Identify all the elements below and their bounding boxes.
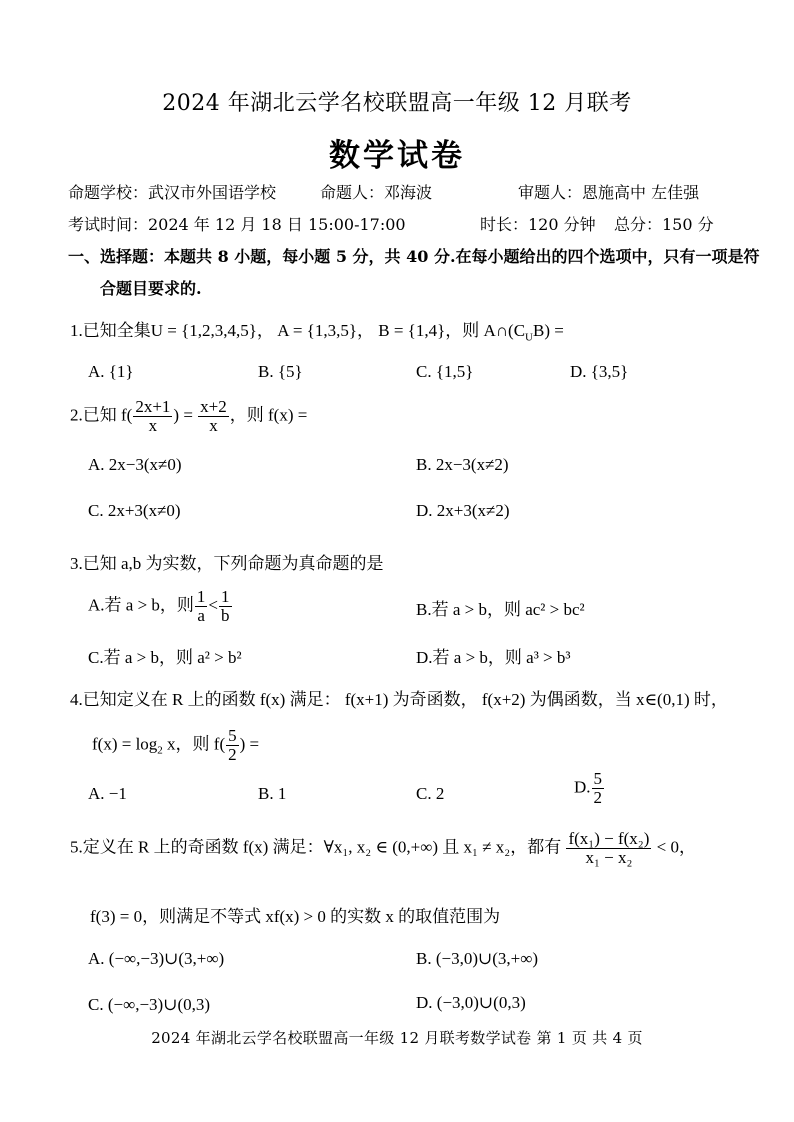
question-1-option-b: B. {5}: [258, 362, 303, 381]
question-3-option-b: B.若 a > b，则 ac² > bc²: [416, 600, 585, 619]
question-2-stem: 2.已知 f( $\frac{2x+1}{x}$ ) = $\frac{x+2}{x}$ ，则 f(x) =: [70, 397, 308, 435]
question-2-fraction-1: $\frac{2x+1}{x}$: [135, 397, 171, 435]
exam-title: 2024 年湖北云学名校联盟高一年级 12 月联考: [162, 91, 632, 116]
question-1-option-a: A. {1}: [88, 362, 134, 381]
question-4-stem-line-2: $f(x) = \log_2 x$，则 f( $\frac{5}{2}$ ) =: [92, 726, 260, 764]
question-1-stem: 1.已知全集U = {1,2,3,4,5}， A = {1,3,5}， B = {1,4}，则 $A\cap(C_UB)$ =: [70, 321, 564, 344]
question-3-option-d: D.若 a > b，则 a³ > b³: [416, 648, 571, 667]
setter-school: 命题学校：武汉市外国语学校: [68, 183, 277, 202]
question-5-stem-line-2: f(3) = 0，则满足不等式 xf(x) > 0 的实数 x 的取值范围为: [90, 907, 501, 926]
setter: 命题人：邓海波: [320, 183, 433, 202]
question-5-option-d: D. (−3,0)∪(0,3): [416, 993, 526, 1012]
question-3-option-c: C.若 a > b，则 a² > b²: [88, 648, 242, 667]
question-2-option-c: C. 2x+3(x≠0): [88, 501, 181, 520]
question-5-option-b: B. (−3,0)∪(3,+∞): [416, 949, 539, 968]
total-score: 总分：150 分: [614, 215, 714, 234]
question-4-option-c: C. 2: [416, 784, 445, 803]
exam-time: 考试时间：2024 年 12 月 18 日 15:00-17:00: [68, 215, 406, 234]
reviewer: 审题人：恩施高中 左佳强: [518, 183, 700, 202]
question-5-option-c: C. (−∞,−3)∪(0,3): [88, 995, 211, 1014]
question-5-stem: 5.定义在 R 上的奇函数 f(x) 满足：∀x₁, x₂ ∈ (0,+∞) 且 x₁ ≠ x₂，都有 $\frac{\text{f(x₁) − f(x₂)}}{\text{x₁ − x₂}}$ < 0，: [70, 829, 696, 867]
duration: 时长：120 分钟: [480, 215, 596, 234]
question-4-option-b: B. 1: [258, 784, 287, 803]
question-2-option-b: B. 2x−3(x≠2): [416, 455, 509, 474]
question-2-fraction-2: $\frac{x+2}{x}$: [200, 397, 227, 435]
question-4-stem: 4.已知定义在 R 上的函数 f(x) 满足： f(x+1) 为奇函数， f(x+2) 为偶函数，当 x∈(0,1) 时，: [70, 690, 728, 709]
question-1-option-d: D. {3,5}: [570, 362, 629, 381]
section-heading-line-2: 合题目要求的.: [100, 279, 202, 298]
section-heading-line-1: 一、选择题：本题共 8 小题，每小题 5 分，共 40 分.在每小题给出的四个选项中，只有一项是符: [68, 247, 760, 266]
question-2-option-d: D. 2x+3(x≠2): [416, 501, 510, 520]
question-4-option-d: D. $\frac{5}{2}$: [574, 769, 603, 807]
question-4-option-a: A. −1: [88, 784, 127, 803]
exam-subtitle: 数学试卷: [329, 138, 465, 174]
question-5-option-a: A. (−∞,−3)∪(3,+∞): [88, 949, 225, 968]
page-footer: 2024 年湖北云学名校联盟高一年级 12 月联考数学试卷 第 1 页 共 4 页: [151, 1029, 643, 1047]
question-3-option-a: A.若 a > b，则 $\frac{1}{a}$ < $\frac{1}{b}$: [88, 587, 230, 625]
question-1-option-c: C. {1,5}: [416, 362, 474, 381]
question-2-option-a: A. 2x−3(x≠0): [88, 455, 182, 474]
question-5-fraction: $\frac{\text{f(x₁) − f(x₂)}}{\text{x₁ − x₂}}$: [568, 829, 650, 867]
question-3-stem: 3.已知 a,b 为实数，下列命题为真命题的是: [70, 554, 384, 573]
